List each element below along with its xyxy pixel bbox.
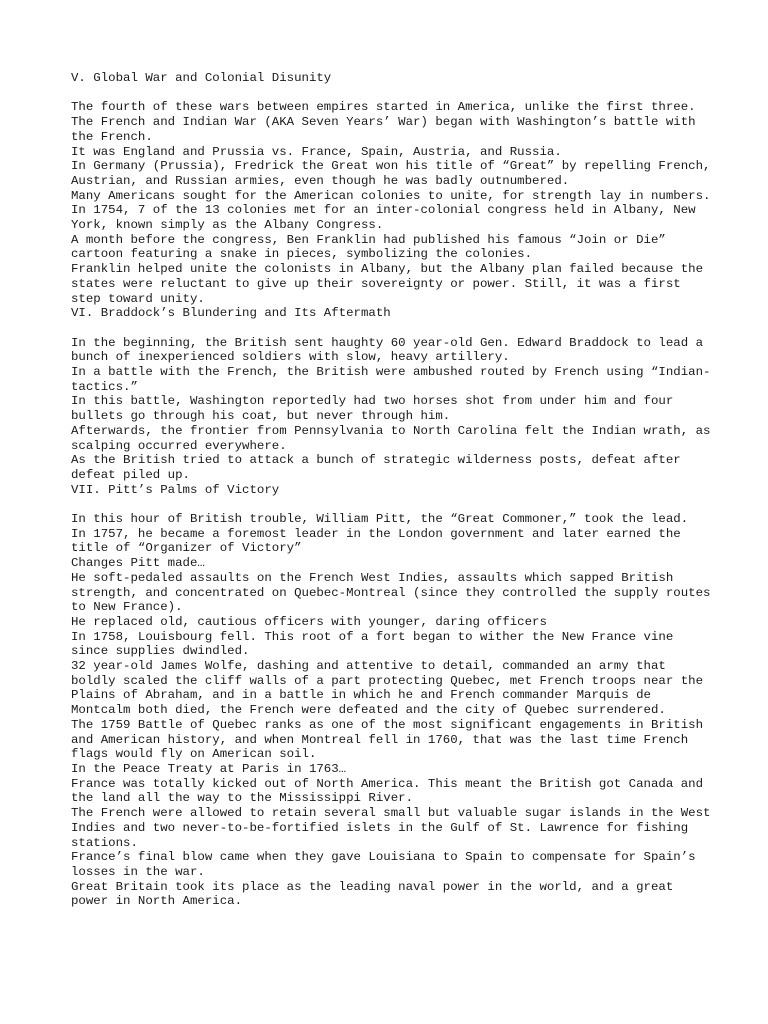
blank-line [71, 321, 711, 336]
paragraph-line: Great Britain took its place as the leading naval power in the world, and a great power in North America. [71, 879, 681, 909]
paragraph-line: The French were allowed to retain several small but valuable sugar islands in the West Indies and two never-to-be-fortified islets in the Gulf of St. Lawrence for fishing stations. [71, 806, 718, 850]
paragraph-line: In Germany (Prussia), Fredrick the Great won his title of “Great” by repelling French, Austrian, and Russian armies, even though he was badly outnumbered. [71, 159, 718, 188]
paragraph-line: Franklin helped unite the colonists in Albany, but the Albany plan failed because the states were reluctant to give up their sovereignty or power. Still, it was a first step toward unity. [71, 262, 711, 306]
paragraph-line: In 1757, he became a foremost leader in the London government and later earned the title of “Organizer of Victory” [71, 526, 689, 556]
paragraph-line: In this battle, Washington reportedly had two horses shot from under him and four bullets go through his coat, but never through him. [71, 394, 681, 424]
paragraph-line: France’s final blow came when they gave Louisiana to Spain to compensate for Spain’s losses in the war. [71, 850, 704, 879]
paragraph-line: A month before the congress, Ben Franklin had published his famous “Join or Die” cartoon featuring a snake in pieces, symbolizing the colonies. [71, 232, 674, 262]
paragraph-line: Changes Pitt made… [71, 556, 205, 571]
paragraph-line: In this hour of British trouble, William Pitt, the “Great Commoner,” took the lead. [71, 512, 689, 527]
paragraph-line: Many Americans sought for the American colonies to unite, for strength lay in numbers. [71, 188, 711, 203]
paragraph-line: He soft-pedaled assaults on the French West Indies, assaults which sapped British strength, and concentrated on Quebec-Montreal (since they controlled the supply routes to New France). [71, 570, 718, 615]
section-heading: VII. Pitt’s Palms of Victory [71, 482, 280, 497]
section-braddock [71, 306, 718, 482]
paragraph-line: Afterwards, the frontier from Pennsylvania to North Carolina felt the Indian wrath, as scalping occurred everywhere. [71, 423, 718, 453]
paragraph-line: It was England and Prussia vs. France, Spain, Austria, and Russia. [71, 144, 562, 159]
section-global-war [71, 71, 718, 306]
paragraph-line: In the Peace Treaty at Paris in 1763… [71, 762, 347, 776]
blank-line [71, 497, 711, 512]
paragraph-line: In a battle with the French, the British were ambushed routed by French using “Indian-tactics.” [71, 365, 711, 394]
paragraph-line: In 1758, Louisbourg fell. This root of a fort began to wither the New France vine since supplies dwindled. [71, 629, 681, 659]
section-pitt [71, 482, 718, 909]
document-page [71, 71, 718, 909]
section-heading: V. Global War and Colonial Disunity [71, 71, 332, 85]
paragraph-line: The 1759 Battle of Quebec ranks as one of the most significant engagements in British and American history, and when Montreal fell in 1760, that was the last time French flags would fly on American soil. [71, 717, 711, 762]
paragraph-line: The fourth of these wars between empires started in America, unlike the first three. [71, 100, 696, 115]
blank-line [71, 86, 711, 101]
paragraph-line: In the beginning, the British sent haughty 60 year-old Gen. Edward Braddock to lead a bunch of inexperienced soldiers with slow, heavy artillery. [71, 335, 711, 365]
paragraph-line: France was totally kicked out of North America. This meant the British got Canada and the land all the way to the Mississippi River. [71, 776, 711, 806]
paragraph-line: The French and Indian War (AKA Seven Years’ War) began with Washington’s battle with the French. [71, 115, 704, 144]
paragraph-line: As the British tried to attack a bunch of strategic wilderness posts, defeat after defeat piled up. [71, 453, 689, 482]
paragraph-line: 32 year-old James Wolfe, dashing and attentive to detail, commanded an army that boldly scaled the cliff walls of a part protecting Quebec, met French troops near the Plains of Abraham, and in a battle in which he and French commander Marquis de Montcalm both died, the French were defeated and the city of Quebec surrendered. [71, 659, 711, 718]
section-heading: VI. Braddock’s Blundering and Its Aftermath [71, 306, 391, 321]
paragraph-line: He replaced old, cautious officers with younger, daring officers [71, 614, 547, 629]
paragraph-line: In 1754, 7 of the 13 colonies met for an inter-colonial congress held in Albany, New York, known simply as the Albany Congress. [71, 203, 704, 233]
